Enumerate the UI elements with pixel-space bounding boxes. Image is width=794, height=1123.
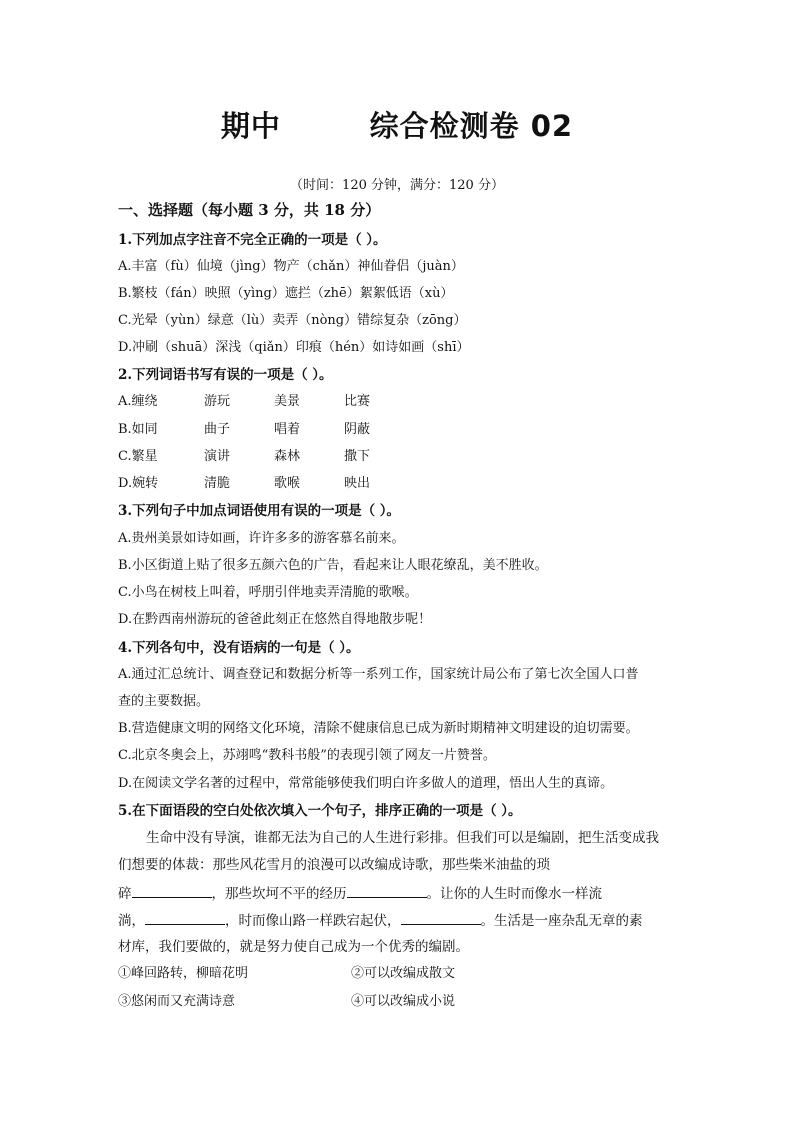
question-3-option-b: B.小区街道上贴了很多五颜六色的广告，看起来让人眼花缭乱，美不胜收。	[118, 558, 548, 573]
word: 曲子	[204, 422, 231, 437]
question-1-option-c: C.光晕（yùn）绿意（lù）卖弄（nòng）错综复杂（zōng）	[118, 313, 467, 328]
passage-text: 。让你的人生时而像水一样流	[426, 886, 602, 902]
word: 美景	[274, 394, 301, 409]
word: A.缠绕	[118, 394, 158, 409]
passage-text: ，那些坎坷不平的经历	[211, 886, 347, 902]
question-2-option-b	[118, 420, 688, 440]
question-4-option-b: B.营造健康文明的网络文化环境，清除不健康信息已成为新时期精神文明建设的迫切需要。	[118, 721, 639, 736]
answer-blank-3[interactable]	[145, 910, 225, 925]
question-4-option-a: A.通过汇总统计、调查登记和数据分析等一系列工作，国家统计局公布了第七次全国人口普	[118, 667, 639, 682]
question-1-stem: 1.下列加点字注音不完全正确的一项是（ ）。	[118, 232, 387, 248]
question-4-option-c: C.北京冬奥会上，苏翊鸣“教科书般”的表现引领了网友一片赞誉。	[118, 748, 496, 763]
word: C.繁星	[118, 449, 158, 464]
question-4-option-d: D.在阅读文学名著的过程中，常常能够使我们明白许多做人的道理，悟出人生的真谛。	[118, 776, 614, 791]
passage-text: 碎	[118, 886, 132, 902]
question-4-stem: 4.下列各句中，没有语病的一句是（ ）。	[118, 640, 360, 656]
question-4-option-a-cont: 查的主要数据。	[118, 694, 210, 709]
passage-text: 淌，	[118, 913, 145, 929]
question-3-option-d: D.在黔西南州游玩的爸爸此刻正在悠然自得地散步呢！	[118, 612, 432, 627]
section-heading: 一、选择题（每小题 3 分，共 18 分）	[118, 201, 381, 219]
passage-text: 。生活是一座杂乱无章的素	[480, 913, 643, 929]
question-3-option-c: C.小鸟在树枝上叫着，呼朋引伴地卖弄清脆的歌喉。	[118, 585, 418, 600]
word: D.婉转	[118, 476, 159, 491]
sentence-option-1: ①峰回路转，柳暗花明	[118, 966, 249, 981]
word: 唱着	[274, 422, 301, 437]
word: 阴蔽	[344, 422, 371, 437]
question-2-option-a	[118, 392, 688, 412]
word: 映出	[344, 476, 371, 491]
question-2-option-d	[118, 474, 688, 494]
question-5-stem: 5.在下面语段的空白处依次填入一个句子，排序正确的一项是（ ）。	[118, 803, 522, 819]
sentence-option-2: ②可以改编成散文	[351, 966, 456, 981]
question-2-stem: 2.下列词语书写有误的一项是（ ）。	[118, 367, 333, 383]
word: 森林	[274, 449, 301, 464]
answer-blank-1[interactable]	[132, 883, 212, 898]
question-3-option-a: A.贵州美景如诗如画，许许多多的游客慕名前来。	[118, 531, 405, 546]
word: B.如同	[118, 422, 158, 437]
question-1-option-d: D.冲刷（shuā）深浅（qiǎn）印痕（hén）如诗如画（shī）	[118, 340, 470, 355]
sentence-option-4: ④可以改编成小说	[351, 994, 456, 1009]
page-title: 期中 综合检测卷 02	[220, 109, 574, 143]
word: 比赛	[344, 394, 371, 409]
question-5-options-row-2	[118, 992, 688, 1012]
sentence-option-3: ③悠闲而又充满诗意	[118, 994, 236, 1009]
question-1-option-b: B.繁枝（fán）映照（yìng）遮拦（zhē）絮絮低语（xù）	[118, 286, 454, 301]
question-1-option-a: A.丰富（fù）仙境（jìng）物产（chǎn）神仙眷侣（juàn）	[118, 259, 464, 274]
passage-line-5: 材库，我们要做的，就是努力使自己成为一个优秀的编剧。	[118, 939, 469, 955]
passage-line-4	[118, 910, 688, 931]
passage-line-2: 们想要的体裁：那些风花雪月的浪漫可以改编成诗歌，那些柴米油盐的琐	[118, 857, 550, 873]
answer-blank-4[interactable]	[401, 910, 481, 925]
word: 游玩	[204, 394, 231, 409]
exam-info: （时间：120 分钟，满分：120 分）	[290, 178, 504, 193]
question-5-options-row-1	[118, 964, 688, 984]
word: 歌喉	[274, 476, 301, 491]
passage-line-3	[118, 883, 688, 904]
passage-line-1: 生命中没有导演，谁都无法为自己的人生进行彩排。但我们可以是编剧，把生活变成我	[146, 830, 659, 846]
passage-text: ，时而像山路一样跌宕起伏，	[225, 913, 401, 929]
word: 演讲	[204, 449, 231, 464]
word: 清脆	[204, 476, 231, 491]
question-2-option-c	[118, 447, 688, 467]
word: 撒下	[344, 449, 371, 464]
answer-blank-2[interactable]	[347, 883, 427, 898]
question-3-stem: 3.下列句子中加点词语使用有误的一项是（ ）。	[118, 503, 401, 519]
